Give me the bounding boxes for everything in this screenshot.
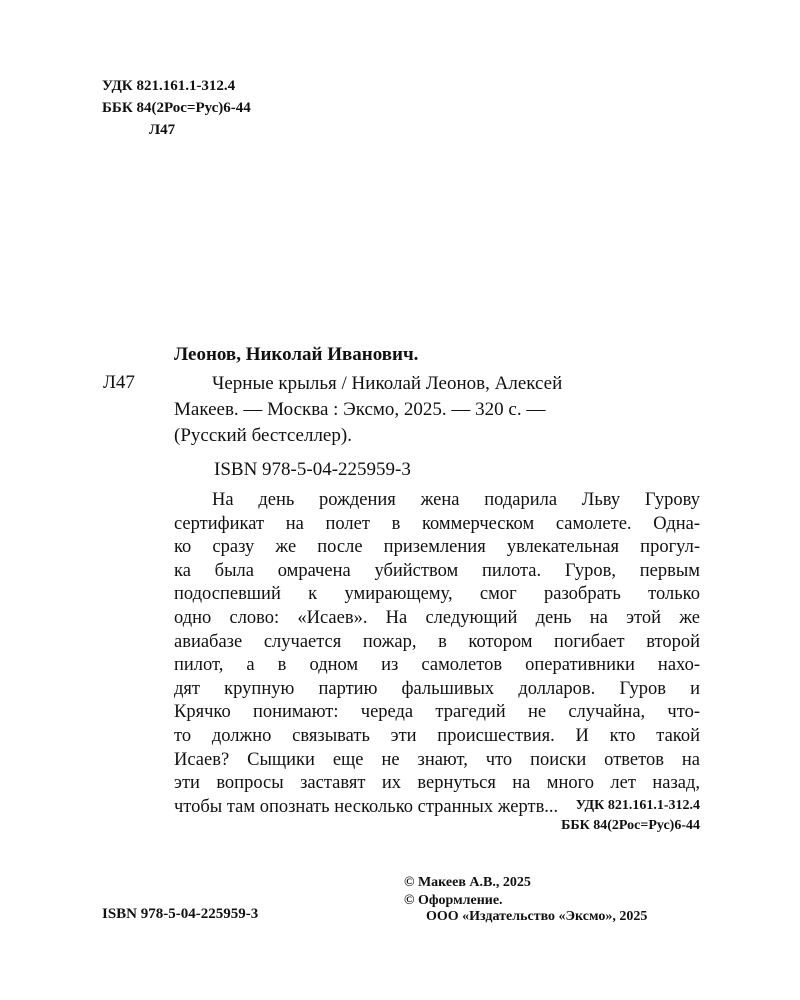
copyright-publisher: ООО «Издательство «Эксмо», 2025 <box>426 909 648 924</box>
annotation-line: ка была омрачена убийством пилота. Гуров, первым <box>174 560 700 581</box>
record-author-code: Л47 <box>103 372 135 393</box>
classification-bbk: ББК 84(2Рос=Рус)6-44 <box>561 818 700 833</box>
annotation-line: эти вопросы заставят их вернуться на много лет назад, <box>174 773 700 794</box>
record-isbn: ISBN 978-5-04-225959-3 <box>214 459 411 480</box>
annotation-line: пилот, а в одном из самолетов оперативники нахо- <box>174 655 700 676</box>
annotation <box>174 489 700 819</box>
record-author: Леонов, Николай Иванович. <box>174 344 419 365</box>
annotation-line: сертификат на полет в коммерческом самолете. Одна- <box>174 513 700 534</box>
annotation-line: На день рождения жена подарила Льву Гурову <box>212 490 700 510</box>
header-udk: УДК 821.161.1-312.4 <box>102 78 236 94</box>
annotation-line: дят крупную партию фальшивых долларов. Гуров и <box>174 678 700 699</box>
header-author-code: Л47 <box>149 122 176 138</box>
annotation-line: Крячко понимают: череда трагедий не случайна, что- <box>174 702 700 723</box>
classification-udk: УДК 821.161.1-312.4 <box>575 798 700 813</box>
footer-isbn: ISBN 978-5-04-225959-3 <box>102 906 259 922</box>
annotation-line: подоспевший к умирающему, смог разобрать только <box>174 584 700 605</box>
record-description <box>174 371 700 449</box>
annotation-line: чтобы там опознать несколько странных жертв... <box>174 796 559 817</box>
header-bbk: ББК 84(2Рос=Рус)6-44 <box>102 100 251 116</box>
annotation-line: ко сразу же после приземления увлекательная прогул- <box>174 537 700 558</box>
copyright-author: © Макеев А.В., 2025 <box>404 875 531 890</box>
annotation-line: авиабазе случается пожар, в котором погибает второй <box>174 631 700 652</box>
annotation-line: то должно связывать эти происшествия. И кто такой <box>174 725 700 746</box>
description-line: Черные крылья / Николай Леонов, Алексей <box>212 373 563 394</box>
annotation-line: одно слово: «Исаев». На следующий день на этой же <box>174 607 700 628</box>
annotation-line: Исаев? Сыщики еще не знают, что поиски ответов на <box>174 749 700 770</box>
description-line: (Русский бестселлер). <box>174 425 352 446</box>
copyright-design: © Оформление. <box>404 893 503 908</box>
description-line: Макеев. — Москва : Эксмо, 2025. — 320 с. — <box>174 399 546 420</box>
